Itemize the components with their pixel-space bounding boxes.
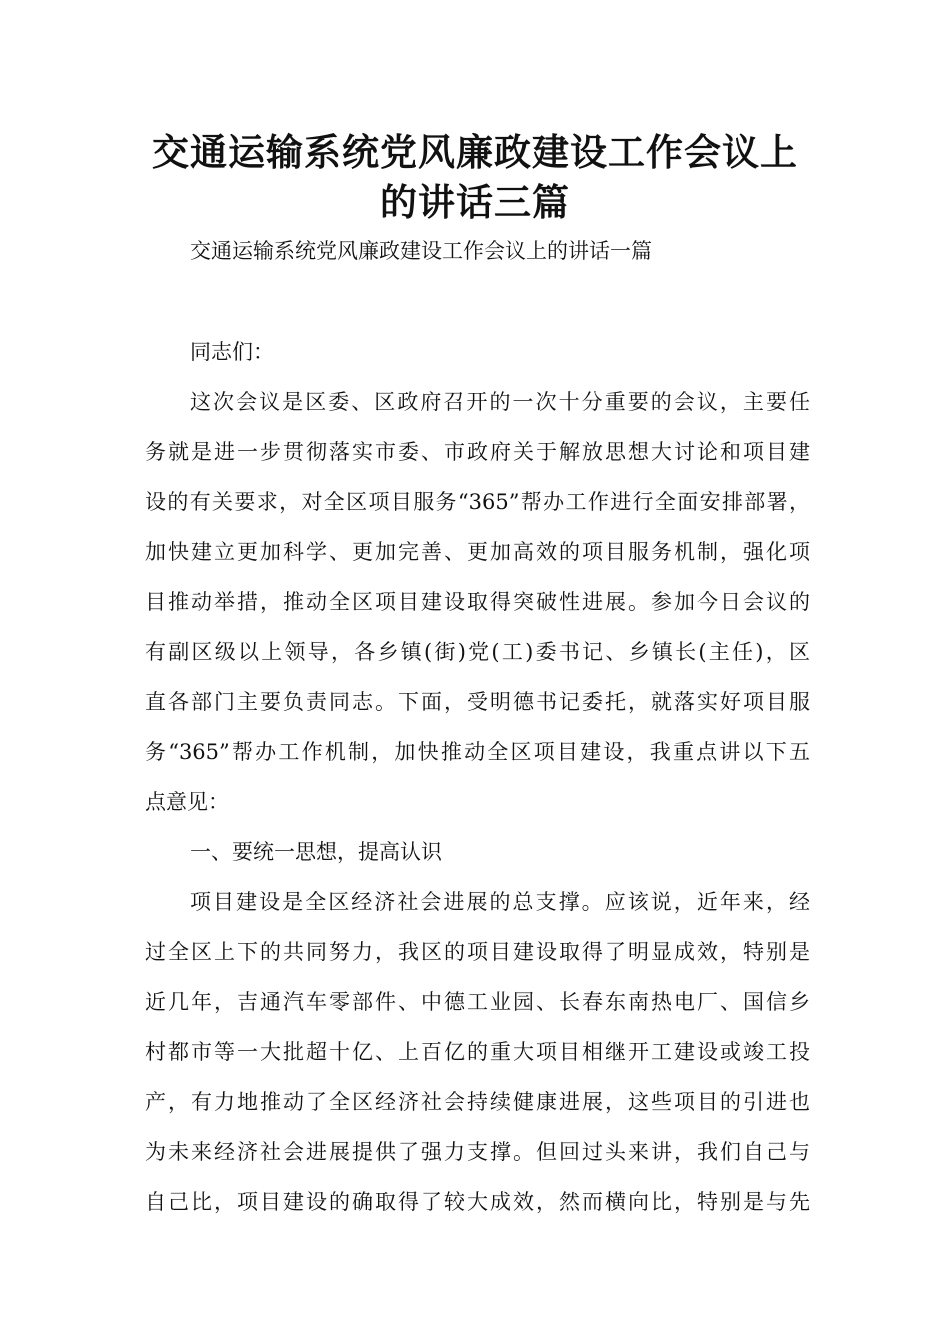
paragraph-line: 加快建立更加科学、更加完善、更加高效的项目服务机制，强化项 — [145, 540, 810, 564]
title-line-1: 交通运输系统党风廉政建设工作会议上 — [152, 131, 798, 174]
paragraph-line: 过全区上下的共同努力，我区的项目建设取得了明显成效，特别是 — [145, 940, 810, 964]
document-subtitle: 交通运输系统党风廉政建设工作会议上的讲话一篇 — [190, 239, 652, 263]
paragraph-line: 目推动举措，推动全区项目建设取得突破性进展。参加今日会议的 — [145, 590, 810, 614]
paragraph-line: 务就是进一步贯彻落实市委、市政府关于解放思想大讨论和项目建 — [145, 440, 810, 464]
title-line-2: 的讲话三篇 — [380, 181, 570, 224]
paragraph-line: 这次会议是区委、区政府召开的一次十分重要的会议，主要任 — [190, 390, 810, 414]
document-body — [145, 337, 810, 1237]
paragraph-line: 为未来经济社会进展提供了强力支撑。但回过头来讲，我们自己与 — [145, 1140, 810, 1164]
paragraph-line: 近几年，吉通汽车零部件、中德工业园、长春东南热电厂、国信乡 — [145, 990, 810, 1014]
paragraph-line: 设的有关要求，对全区项目服务“365”帮办工作进行全面安排部署， — [145, 490, 810, 514]
paragraph-line: 务“365”帮办工作机制，加快推动全区项目建设，我重点讲以下五 — [145, 740, 810, 764]
paragraph-line: 产，有力地推动了全区经济社会持续健康进展，这些项目的引进也 — [145, 1090, 810, 1114]
paragraph-line: 村都市等一大批超十亿、上百亿的重大项目相继开工建设或竣工投 — [145, 1040, 810, 1064]
paragraph-line: 直各部门主要负责同志。下面，受明德书记委托，就落实好项目服 — [145, 690, 810, 714]
paragraph-2 — [145, 887, 810, 1237]
paragraph-line: 自己比，项目建设的确取得了较大成效，然而横向比，特别是与先 — [145, 1190, 810, 1214]
paragraph-line: 有副区级以上领导，各乡镇(街)党(工)委书记、乡镇长(主任)，区 — [145, 640, 810, 664]
salutation: 同志们： — [190, 340, 274, 364]
paragraph-1 — [145, 387, 810, 837]
paragraph-line: 项目建设是全区经济社会进展的总支撑。应该说，近年来，经 — [190, 890, 810, 914]
paragraph-line: 点意见： — [145, 790, 229, 814]
document-title — [130, 128, 820, 228]
section-heading: 一、要统一思想，提高认识 — [190, 840, 442, 864]
